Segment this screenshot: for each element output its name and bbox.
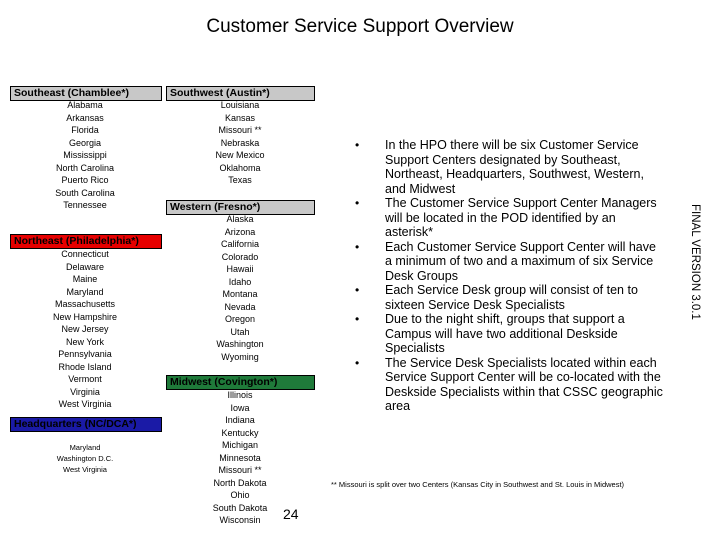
state-item: Idaho [228,276,252,287]
region-list-headquarters [10,442,160,475]
bullet-text: Each Service Desk group will consist of ten to sixteen Service Desk Specialists [385,283,638,312]
state-item: Pennsylvania [58,349,112,359]
bullet-item [355,356,665,414]
region-list-western [166,213,314,363]
bullet-icon: • [355,196,360,210]
state-item: Puerto Rico [61,175,109,185]
state-item: Wyoming [221,351,259,362]
state-item: Maryland [66,286,104,297]
page-number: 24 [283,506,299,522]
region-header-headquarters: Headquarters (NC/DCA*) [10,417,162,432]
state-item: Ohio [230,490,250,500]
state-item: Georgia [68,137,102,148]
bullet-icon: • [355,138,360,152]
state-item: Florida [71,125,99,135]
bullet-icon: • [355,283,360,297]
region-header-southeast: Southeast (Chamblee*) [10,86,162,101]
bullet-icon: • [355,355,360,370]
bullet-item [355,240,665,284]
state-item: New York [65,336,105,347]
bullet-text: Due to the night shift, groups that support a Campus will have two additional Deskside Specialists [385,312,625,355]
state-item: South Dakota [212,502,268,513]
state-item: Utah [230,326,250,337]
state-item: Rhode Island [58,361,112,372]
state-item: West Virginia [63,465,107,474]
state-item: California [220,239,260,249]
state-item: Indiana [225,415,255,425]
state-item: Minnesota [219,452,261,463]
bullet-item [355,138,665,196]
region-list-southeast [10,99,160,212]
state-item: Maryland [69,443,101,452]
bullet-text: In the HPO there will be six Customer Service Support Centers designated by Southeast, Northeast, Headquarters, Southwest, Western, and Midwest [385,138,644,196]
state-item: Missouri ** [218,465,262,475]
state-item: Virginia [70,386,100,397]
region-header-western: Western (Fresno*) [166,200,315,215]
region-header-midwest: Midwest (Covington*) [166,375,315,390]
state-item: New Jersey [61,324,109,334]
footnote: ** Missouri is split over two Centers (Kansas City in Southwest and St. Louis in Midwest) [331,480,625,489]
state-item: Alabama [67,100,103,110]
state-item: Connecticut [61,249,109,259]
state-item: Louisiana [220,100,260,110]
state-item: Nebraska [220,137,260,148]
state-item: Nevada [224,301,256,312]
state-item: Oregon [224,314,256,324]
region-list-southwest [166,99,314,187]
state-item: Arkansas [66,112,104,123]
version-label: FINAL VERSION 3.0.1 [689,204,701,320]
state-item: Washington [216,339,264,349]
bullet-item [355,312,665,356]
state-item: New Hampshire [52,311,118,322]
state-item: North Dakota [213,477,267,488]
state-item: Arizona [224,226,256,237]
bullet-text: Each Customer Service Support Center will have a minimum of two and a maximum of six Service Desk Groups [385,239,656,283]
state-item: Kentucky [221,427,259,438]
state-item: Michigan [221,440,259,450]
state-item: Kansas [224,112,256,123]
state-item: Illinois [227,390,253,400]
region-header-southwest: Southwest (Austin*) [166,86,315,101]
state-item: Colorado [221,251,259,262]
page-title: Customer Service Support Overview [206,16,514,37]
state-item: South Carolina [55,187,115,198]
bullet-text: The Customer Service Support Center Managers will be located in the POD identified by an asterisk* [385,196,657,239]
state-item: Maine [72,274,98,284]
state-item: Alaska [226,214,254,224]
state-item: Tennessee [63,200,107,210]
state-item: Massachusetts [54,299,116,309]
state-item: New Mexico [215,150,265,160]
state-item: Montana [222,289,258,299]
state-item: Texas [228,175,252,185]
state-item: Mississippi [63,150,107,160]
region-header-northeast: Northeast (Philadelphia*) [10,234,162,249]
region-list-northeast [10,248,160,411]
bullet-icon: • [355,312,360,326]
bullet-list [355,138,665,414]
state-item: Delaware [65,261,105,272]
bullet-icon: • [355,239,360,254]
bullet-text: The Service Desk Specialists located within each Service Support Center will be co-located with the Deskside Specialists within that CSSC geographic area [385,355,663,413]
bullet-item [355,196,665,240]
bullet-item [355,283,665,312]
state-item: Missouri ** [218,125,262,135]
state-item: Vermont [68,374,102,384]
state-item: Hawaii [226,264,254,274]
state-item: Wisconsin [219,515,261,525]
state-item: North Carolina [55,162,115,173]
state-item: Oklahoma [219,162,261,173]
state-item: Washington D.C. [56,454,114,463]
state-item: Iowa [230,402,250,413]
state-item: West Virginia [58,399,112,409]
